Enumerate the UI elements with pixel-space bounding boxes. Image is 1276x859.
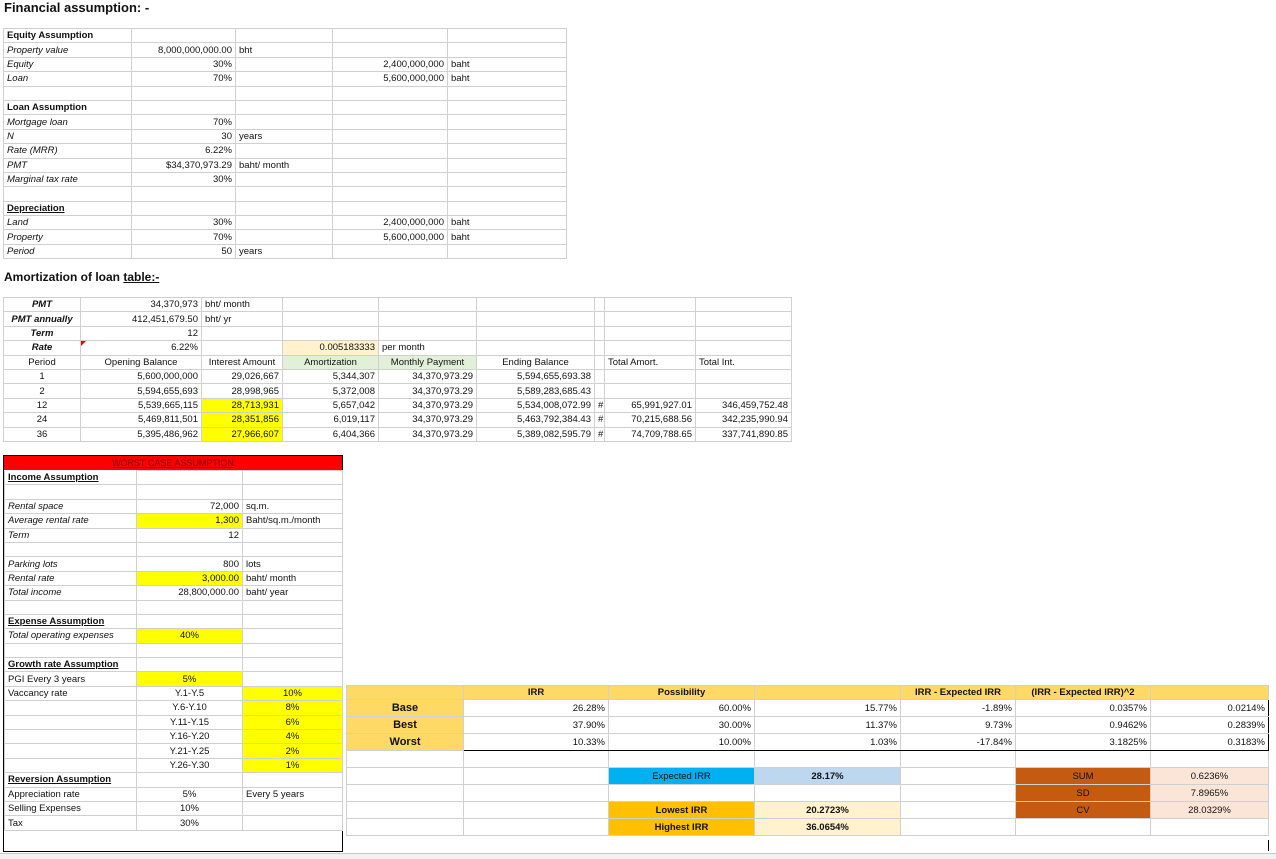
cell-amount-unit[interactable]: baht — [448, 230, 567, 244]
row-label[interactable]: Rental rate — [5, 571, 137, 585]
cell-mark[interactable] — [595, 369, 605, 383]
cell-value[interactable]: 30% — [132, 216, 236, 230]
cell-weighted[interactable]: 1.03% — [755, 734, 901, 751]
expected-irr-row — [347, 768, 1269, 785]
income-heading: Income Assumption — [5, 471, 137, 485]
param-row — [4, 312, 792, 326]
param-label: PMT annually — [4, 312, 81, 326]
cell-amort[interactable]: 5,372,008 — [283, 384, 379, 398]
blank-row — [4, 187, 567, 201]
cell-unit[interactable]: lots — [243, 557, 343, 571]
expected-irr-value[interactable]: 28.17% — [755, 768, 901, 785]
row-label[interactable]: N — [4, 129, 132, 143]
cell-weighted-squared[interactable]: 0.0214% — [1151, 700, 1269, 717]
cell-ending[interactable]: 5,534,008,072.99 — [477, 398, 595, 412]
opex-value[interactable]: 40% — [137, 629, 243, 643]
cell-amount[interactable]: 2,400,000,000 — [333, 216, 448, 230]
cell-diff[interactable]: -1.89% — [901, 700, 1016, 717]
expected-irr-label: Expected IRR — [609, 768, 755, 785]
cell-total-int[interactable]: 337,741,890.85 — [696, 427, 792, 441]
amortization-heading-text: Amortization of loan — [4, 270, 124, 284]
col-header-amortization: Amortization — [283, 355, 379, 369]
cell-opening[interactable]: 5,539,665,115 — [81, 398, 202, 412]
vacancy-period[interactable]: Y.26-Y.30 — [137, 758, 243, 772]
vacancy-rate[interactable]: 2% — [243, 744, 343, 758]
cv-lowest-row — [347, 802, 1269, 819]
col-header-irr-diff: IRR - Expected IRR — [901, 686, 1016, 700]
cell-interest[interactable]: 28,713,931 — [202, 398, 283, 412]
sheet-title: Financial assumption: - — [4, 0, 150, 15]
cell-amount-unit[interactable]: baht — [448, 216, 567, 230]
expense-heading: Expense Assumption — [5, 614, 137, 628]
depreciation-row — [4, 230, 567, 244]
cell-ending[interactable]: 5,463,792,384.43 — [477, 413, 595, 427]
highest-irr-label: Highest IRR — [609, 819, 755, 836]
rate-value: 6.22% — [171, 342, 198, 354]
cell-value[interactable]: 8,000,000,000.00 — [132, 43, 236, 57]
cell-unit[interactable] — [236, 115, 333, 129]
col-header-period: Period — [4, 355, 81, 369]
param-value[interactable]: 412,451,679.50 — [81, 312, 202, 326]
row-label[interactable]: Rate (MRR) — [4, 144, 132, 158]
cell-unit[interactable]: baht/ year — [243, 586, 343, 600]
col-header-irr: IRR — [464, 686, 609, 700]
sd-value[interactable]: 7.8965% — [1151, 785, 1269, 802]
cell-opening[interactable]: 5,600,000,000 — [81, 369, 202, 383]
equity-row — [4, 43, 567, 57]
cell-unit[interactable]: years — [236, 129, 333, 143]
cell-mark[interactable]: # — [595, 398, 605, 412]
sd-label: SD — [1016, 785, 1151, 802]
term-value[interactable]: 12 — [137, 528, 243, 542]
cell-period[interactable]: 1 — [4, 369, 81, 383]
param-value[interactable]: 34,370,973 — [81, 298, 202, 312]
cell-unit[interactable]: baht/ month — [236, 158, 333, 172]
cell-period[interactable]: 36 — [4, 427, 81, 441]
cell-unit[interactable] — [236, 57, 333, 71]
cell-value[interactable]: 6.22% — [132, 144, 236, 158]
cell-amount[interactable]: 5,600,000,000 — [333, 72, 448, 86]
cell-amount-unit[interactable]: baht — [448, 72, 567, 86]
cell-mark[interactable]: # — [595, 427, 605, 441]
equity-heading-row — [4, 29, 567, 43]
cell-ending[interactable]: 5,594,655,693.38 — [477, 369, 595, 383]
row-label[interactable]: Period — [4, 244, 132, 258]
cell-amount-unit[interactable]: baht — [448, 57, 567, 71]
cell-unit[interactable] — [236, 172, 333, 186]
cell-ending[interactable]: 5,589,283,685.43 — [477, 384, 595, 398]
highest-irr-row — [347, 819, 1269, 836]
cell-mark[interactable]: # — [595, 413, 605, 427]
cell-payment[interactable]: 34,370,973.29 — [379, 398, 477, 412]
row-label[interactable]: Appreciation rate — [5, 787, 137, 801]
selling-expenses-value[interactable]: 10% — [137, 801, 243, 815]
cell-unit[interactable] — [236, 230, 333, 244]
col-header-possibility: Possibility — [609, 686, 755, 700]
cell-value[interactable]: 70% — [132, 115, 236, 129]
param-label: Rate — [4, 341, 81, 355]
param-unit[interactable]: bht/ yr — [202, 312, 283, 326]
parking-lots-value[interactable]: 800 — [137, 557, 243, 571]
cell-payment[interactable]: 34,370,973.29 — [379, 413, 477, 427]
cell-irr[interactable]: 26.28% — [464, 700, 609, 717]
depreciation-heading: Depreciation — [4, 201, 132, 215]
cv-label: CV — [1016, 802, 1151, 819]
row-label[interactable]: Mortgage loan — [4, 115, 132, 129]
row-label[interactable]: Average rental rate — [5, 514, 137, 528]
depreciation-row — [4, 244, 567, 258]
rental-space-value[interactable]: 72,000 — [137, 499, 243, 513]
table-row — [347, 700, 1269, 717]
cell-value[interactable]: 30% — [132, 172, 236, 186]
cell-value[interactable]: 70% — [132, 72, 236, 86]
col-header-opening-balance: Opening Balance — [81, 355, 202, 369]
vacancy-period[interactable]: Y.16-Y.20 — [137, 730, 243, 744]
cell-weighted[interactable]: 11.37% — [755, 717, 901, 734]
cv-value[interactable]: 28.0329% — [1151, 802, 1269, 819]
cell-total-amort[interactable] — [605, 384, 696, 398]
cell-interest[interactable]: 28,998,965 — [202, 384, 283, 398]
rental-rate-value[interactable]: 3,000.00 — [137, 571, 243, 585]
depreciation-row — [4, 216, 567, 230]
loan-heading-row — [4, 100, 567, 114]
vacancy-period[interactable]: Y.6-Y.10 — [137, 701, 243, 715]
vacancy-period[interactable]: Y.1-Y.5 — [137, 686, 243, 700]
amortization-table — [3, 297, 792, 442]
cell-amount-unit[interactable] — [448, 43, 567, 57]
cell-total-amort[interactable]: 70,215,688.56 — [605, 413, 696, 427]
table-row — [347, 734, 1269, 751]
cell-mark[interactable] — [595, 384, 605, 398]
cell-value[interactable]: $34,370,973.29 — [132, 158, 236, 172]
param-value[interactable]: 12 — [81, 326, 202, 340]
cell-total-amort[interactable] — [605, 369, 696, 383]
cell-ending[interactable]: 5,389,082,595.79 — [477, 427, 595, 441]
cell-weighted[interactable]: 15.77% — [755, 700, 901, 717]
table-row — [4, 384, 792, 398]
row-label[interactable]: Tax — [5, 816, 137, 830]
col-header-irr-diff-squared: (IRR - Expected IRR)^2 — [1016, 686, 1151, 700]
amortization-heading — [4, 271, 159, 284]
cell-interest[interactable]: 27,966,607 — [202, 427, 283, 441]
row-label[interactable]: Total income — [5, 586, 137, 600]
irr-header-row — [347, 686, 1269, 700]
col-header-total-int: Total Int. — [696, 355, 792, 369]
cell-total-amort[interactable]: 74,709,788.65 — [605, 427, 696, 441]
cell-amount[interactable]: 2,400,000,000 — [333, 57, 448, 71]
param-row — [4, 326, 792, 340]
reversion-heading: Reversion Assumption — [5, 773, 137, 787]
scenario-worst: Worst — [347, 734, 464, 751]
cell-value[interactable]: 30% — [132, 57, 236, 71]
table-row — [4, 427, 792, 441]
row-label[interactable]: Total operating expenses — [5, 629, 137, 643]
cell-value[interactable]: 70% — [132, 230, 236, 244]
growth-heading: Growth rate Assumption — [5, 658, 137, 672]
row-label[interactable]: PMT — [4, 158, 132, 172]
worst-case-table — [4, 470, 343, 831]
monthly-rate-unit: per month — [379, 341, 477, 355]
cell-possibility[interactable]: 10.00% — [609, 734, 755, 751]
cell-period[interactable]: 24 — [4, 413, 81, 427]
cell-irr[interactable]: 10.33% — [464, 734, 609, 751]
col-header-total-amort: Total Amort. — [605, 355, 696, 369]
monthly-rate-value[interactable]: 0.005183333 — [283, 341, 379, 355]
cell-unit[interactable]: Every 5 years — [243, 787, 343, 801]
cell-total-int[interactable] — [696, 384, 792, 398]
cell-payment[interactable]: 34,370,973.29 — [379, 369, 477, 383]
cell-weighted-squared[interactable]: 0.2839% — [1151, 717, 1269, 734]
row-label[interactable]: Rental space — [5, 499, 137, 513]
financial-assumption-table — [3, 28, 567, 259]
cell-opening[interactable]: 5,395,486,962 — [81, 427, 202, 441]
cell-possibility[interactable]: 30.00% — [609, 717, 755, 734]
loan-row — [4, 129, 567, 143]
vacancy-rate[interactable]: 1% — [243, 758, 343, 772]
table-row — [4, 369, 792, 383]
cell-unit[interactable]: years — [236, 244, 333, 258]
comment-marker-icon — [81, 341, 86, 346]
row-label[interactable]: Equity — [4, 57, 132, 71]
amortization-heading-link[interactable]: table:- — [123, 270, 160, 284]
row-label[interactable]: Property value — [4, 43, 132, 57]
worst-case-banner: WORST CASE ASSUMPTION — [4, 456, 342, 470]
scenario-base: Base — [347, 700, 464, 717]
cell-amount[interactable]: 5,600,000,000 — [333, 230, 448, 244]
sum-value[interactable]: 0.6236% — [1151, 768, 1269, 785]
param-row — [4, 298, 792, 312]
scenario-best: Best — [347, 717, 464, 734]
pgi-value[interactable]: 5% — [137, 672, 243, 686]
param-value-rate[interactable] — [81, 341, 202, 355]
cell-opening[interactable]: 5,594,655,693 — [81, 384, 202, 398]
col-header-interest-amount: Interest Amount — [202, 355, 283, 369]
row-label[interactable]: Loan — [4, 72, 132, 86]
cell-amort[interactable]: 6,019,117 — [283, 413, 379, 427]
cell-squared[interactable]: 0.0357% — [1016, 700, 1151, 717]
irr-analysis-table — [346, 685, 1269, 836]
loan-row — [4, 144, 567, 158]
cell-amort[interactable]: 6,404,366 — [283, 427, 379, 441]
table-row — [4, 413, 792, 427]
row-label[interactable]: Selling Expenses — [5, 801, 137, 815]
param-label: PMT — [4, 298, 81, 312]
cell-unit[interactable] — [236, 144, 333, 158]
row-label[interactable]: Parking lots — [5, 557, 137, 571]
row-label[interactable]: Land — [4, 216, 132, 230]
cell-total-int[interactable]: 346,459,752.48 — [696, 398, 792, 412]
vacancy-rate[interactable]: 4% — [243, 730, 343, 744]
cell-total-amort[interactable]: 65,991,927.01 — [605, 398, 696, 412]
table-row — [347, 717, 1269, 734]
cell-diff[interactable]: -17.84% — [901, 734, 1016, 751]
row-label[interactable]: PGI Every 3 years — [5, 672, 137, 686]
cell-squared[interactable]: 0.9462% — [1016, 717, 1151, 734]
cell-irr[interactable]: 37.90% — [464, 717, 609, 734]
cell-interest[interactable]: 29,026,667 — [202, 369, 283, 383]
cell-period[interactable]: 12 — [4, 398, 81, 412]
cell-squared[interactable]: 3.1825% — [1016, 734, 1151, 751]
sum-label: SUM — [1016, 768, 1151, 785]
equity-row — [4, 72, 567, 86]
vacancy-period[interactable]: Y.11-Y.15 — [137, 715, 243, 729]
vacancy-period[interactable]: Y.21-Y.25 — [137, 744, 243, 758]
cell-unit[interactable] — [236, 216, 333, 230]
cell-total-int[interactable]: 342,235,990.94 — [696, 413, 792, 427]
loan-row — [4, 115, 567, 129]
vacancy-rate[interactable]: 10% — [243, 686, 343, 700]
cell-unit[interactable]: sq.m. — [243, 499, 343, 513]
cell-diff[interactable]: 9.73% — [901, 717, 1016, 734]
sheet-bottom-edge — [0, 853, 1276, 859]
blank-row — [4, 86, 567, 100]
cell-amort[interactable]: 5,657,042 — [283, 398, 379, 412]
param-label: Term — [4, 326, 81, 340]
cell-amount[interactable] — [333, 43, 448, 57]
cell-value[interactable]: 50 — [132, 244, 236, 258]
lowest-irr-value[interactable]: 20.2723% — [755, 802, 901, 819]
row-label[interactable]: Property — [4, 230, 132, 244]
total-income-value[interactable]: 28,800,000.00 — [137, 586, 243, 600]
loan-row — [4, 158, 567, 172]
cell-payment[interactable]: 34,370,973.29 — [379, 384, 477, 398]
param-unit[interactable]: bht/ month — [202, 298, 283, 312]
sd-row — [347, 785, 1269, 802]
highest-irr-value[interactable]: 36.0654% — [755, 819, 901, 836]
cell-cursor — [1268, 840, 1269, 851]
cell-amort[interactable]: 5,344,307 — [283, 369, 379, 383]
appreciation-value[interactable]: 5% — [137, 787, 243, 801]
col-header-monthly-payment: Monthly Payment — [379, 355, 477, 369]
cell-unit[interactable]: baht/ month — [243, 571, 343, 585]
loan-heading: Loan Assumption — [4, 100, 132, 114]
cell-unit[interactable]: bht — [236, 43, 333, 57]
cell-interest[interactable]: 28,351,856 — [202, 413, 283, 427]
tax-value[interactable]: 30% — [137, 816, 243, 830]
average-rental-rate-value[interactable]: 1,300 — [137, 514, 243, 528]
cell-possibility[interactable]: 60.00% — [609, 700, 755, 717]
table-row — [4, 398, 792, 412]
equity-row — [4, 57, 567, 71]
row-label[interactable]: Vaccancy rate — [5, 686, 137, 700]
vacancy-rate[interactable]: 8% — [243, 701, 343, 715]
cell-weighted-squared[interactable]: 0.3183% — [1151, 734, 1269, 751]
cell-total-int[interactable] — [696, 369, 792, 383]
cell-value[interactable]: 30 — [132, 129, 236, 143]
param-row — [4, 341, 792, 355]
amortization-header-row — [4, 355, 792, 369]
cell-payment[interactable]: 34,370,973.29 — [379, 427, 477, 441]
lowest-irr-label: Lowest IRR — [609, 802, 755, 819]
row-label[interactable]: Term — [5, 528, 137, 542]
cell-opening[interactable]: 5,469,811,501 — [81, 413, 202, 427]
depreciation-heading-row — [4, 201, 567, 215]
vacancy-rate[interactable]: 6% — [243, 715, 343, 729]
col-header-ending-balance: Ending Balance — [477, 355, 595, 369]
cell-period[interactable]: 2 — [4, 384, 81, 398]
equity-heading: Equity Assumption — [4, 29, 132, 43]
cell-unit[interactable] — [236, 72, 333, 86]
cell-unit[interactable]: Baht/sq.m./month — [243, 514, 343, 528]
row-label[interactable]: Marginal tax rate — [4, 172, 132, 186]
loan-row — [4, 172, 567, 186]
